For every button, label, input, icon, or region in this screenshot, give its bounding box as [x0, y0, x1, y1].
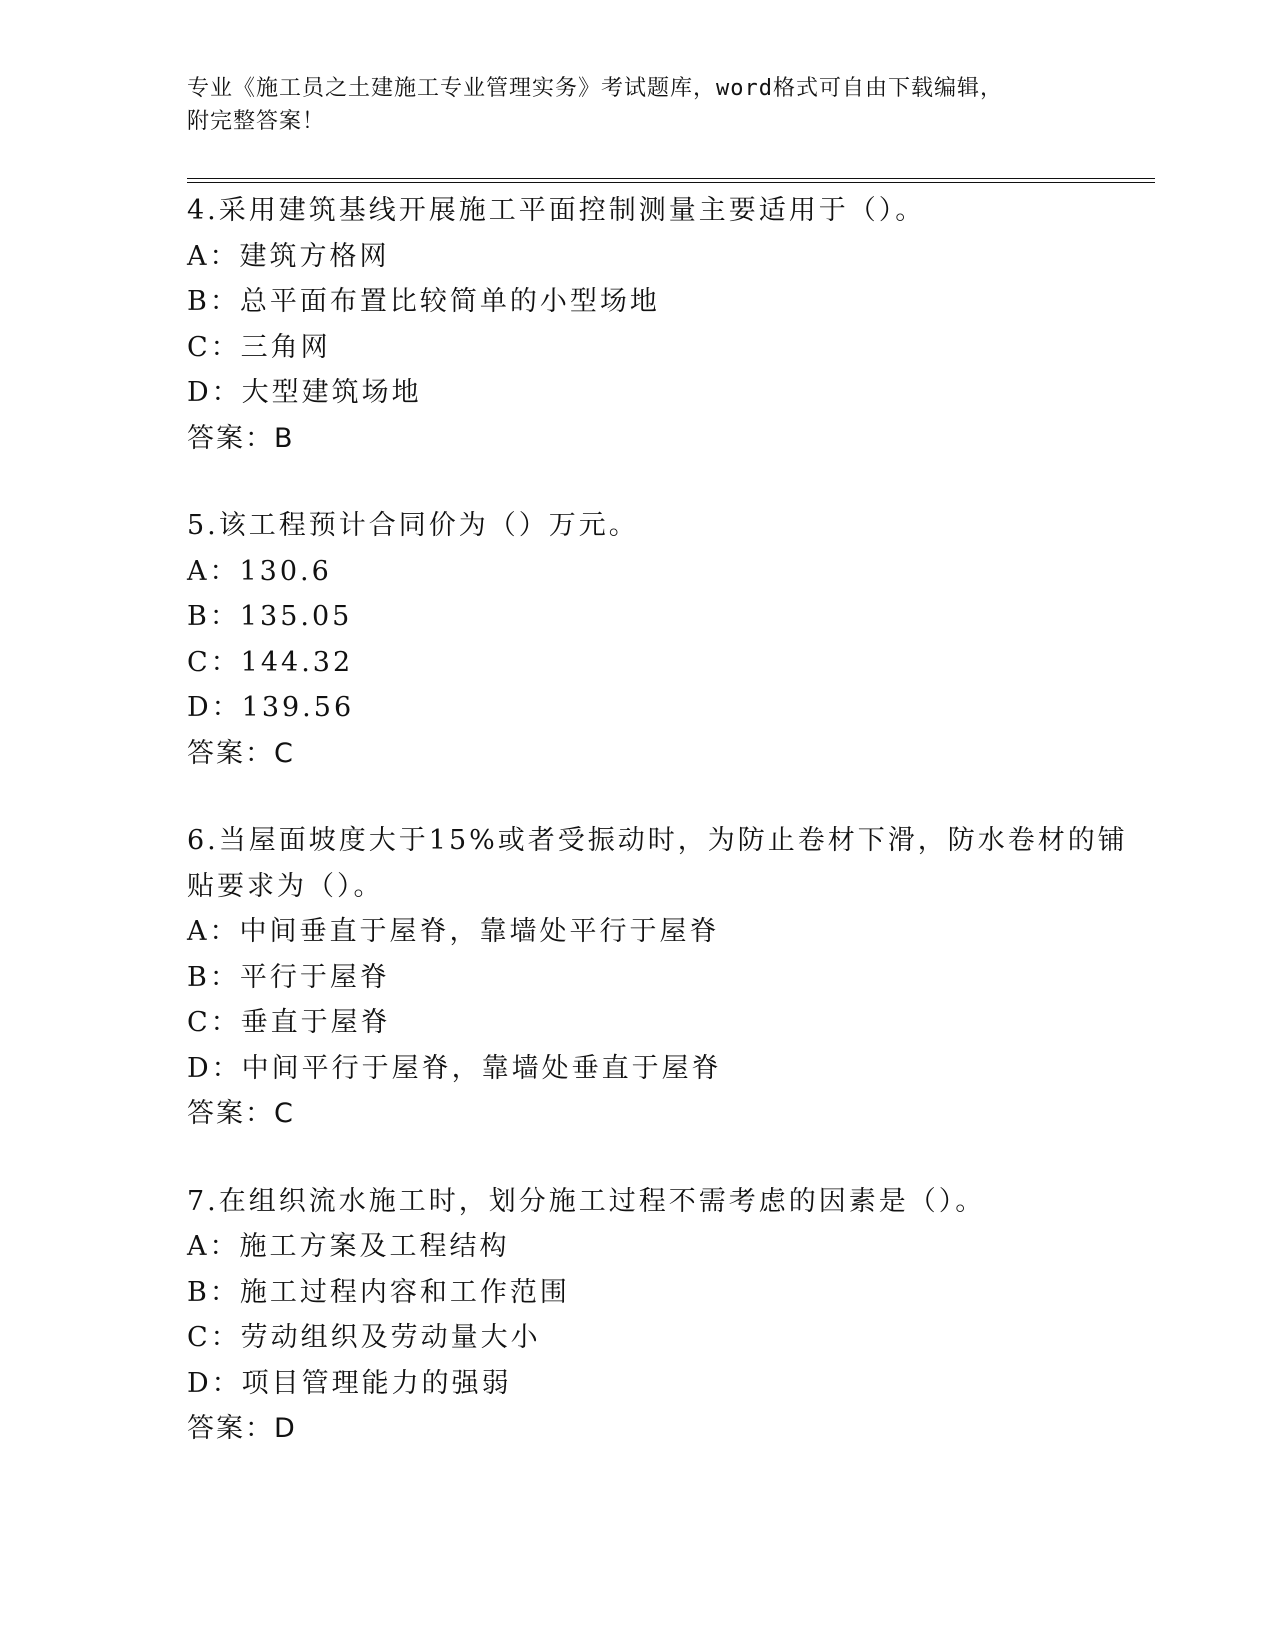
header-line-2: 附完整答案！	[187, 109, 326, 134]
header-line-1: 专业《施工员之土建施工专业管理实务》考试题库，word格式可自由下载编辑，	[187, 76, 1003, 101]
question-text-line-1: 6.当屋面坡度大于15%或者受振动时，为防止卷材下滑，防水卷材的铺	[187, 825, 1128, 856]
option-d: D：中间平行于屋脊，靠墙处垂直于屋脊	[187, 1052, 722, 1084]
question-list	[187, 188, 1128, 1494]
option-c: C：垂直于屋脊	[187, 1007, 391, 1038]
option-b: B：总平面布置比较简单的小型场地	[187, 286, 660, 317]
option-c: C：144.32	[187, 646, 354, 678]
question-5	[187, 503, 1087, 776]
option-d: D：项目管理能力的强弱	[187, 1367, 512, 1399]
option-a: A：建筑方格网	[187, 240, 390, 272]
option-a: A：中间垂直于屋脊，靠墙处平行于屋脊	[187, 916, 720, 947]
header-divider-bottom	[187, 182, 1155, 183]
header-divider-top	[187, 178, 1155, 179]
question-text: 4.采用建筑基线开展施工平面控制测量主要适用于（）。	[187, 195, 926, 226]
option-d: D：139.56	[187, 692, 355, 723]
option-a: A：施工方案及工程结构	[187, 1231, 510, 1262]
option-c: C：劳动组织及劳动量大小	[187, 1322, 541, 1353]
option-d: D：大型建筑场地	[187, 377, 422, 408]
answer-label: 答案：C	[187, 737, 295, 769]
question-6	[187, 818, 1128, 1137]
option-c: C：三角网	[187, 331, 331, 363]
document-header	[187, 72, 1087, 138]
question-text: 5.该工程预计合同价为（）万元。	[187, 510, 639, 541]
answer-label: 答案：D	[187, 1413, 297, 1444]
question-text: 7.在组织流水施工时，划分施工过程不需考虑的因素是（）。	[187, 1185, 986, 1217]
answer-label: 答案：B	[187, 422, 295, 454]
option-a: A：130.6	[187, 555, 332, 587]
question-text-line-2: 贴要求为（）。	[187, 870, 384, 902]
answer-label: 答案：C	[187, 1098, 295, 1129]
option-b: B：施工过程内容和工作范围	[187, 1276, 570, 1308]
question-7	[187, 1179, 1087, 1452]
option-b: B：135.05	[187, 601, 353, 632]
option-b: B：平行于屋脊	[187, 961, 390, 993]
question-4	[187, 188, 1087, 461]
